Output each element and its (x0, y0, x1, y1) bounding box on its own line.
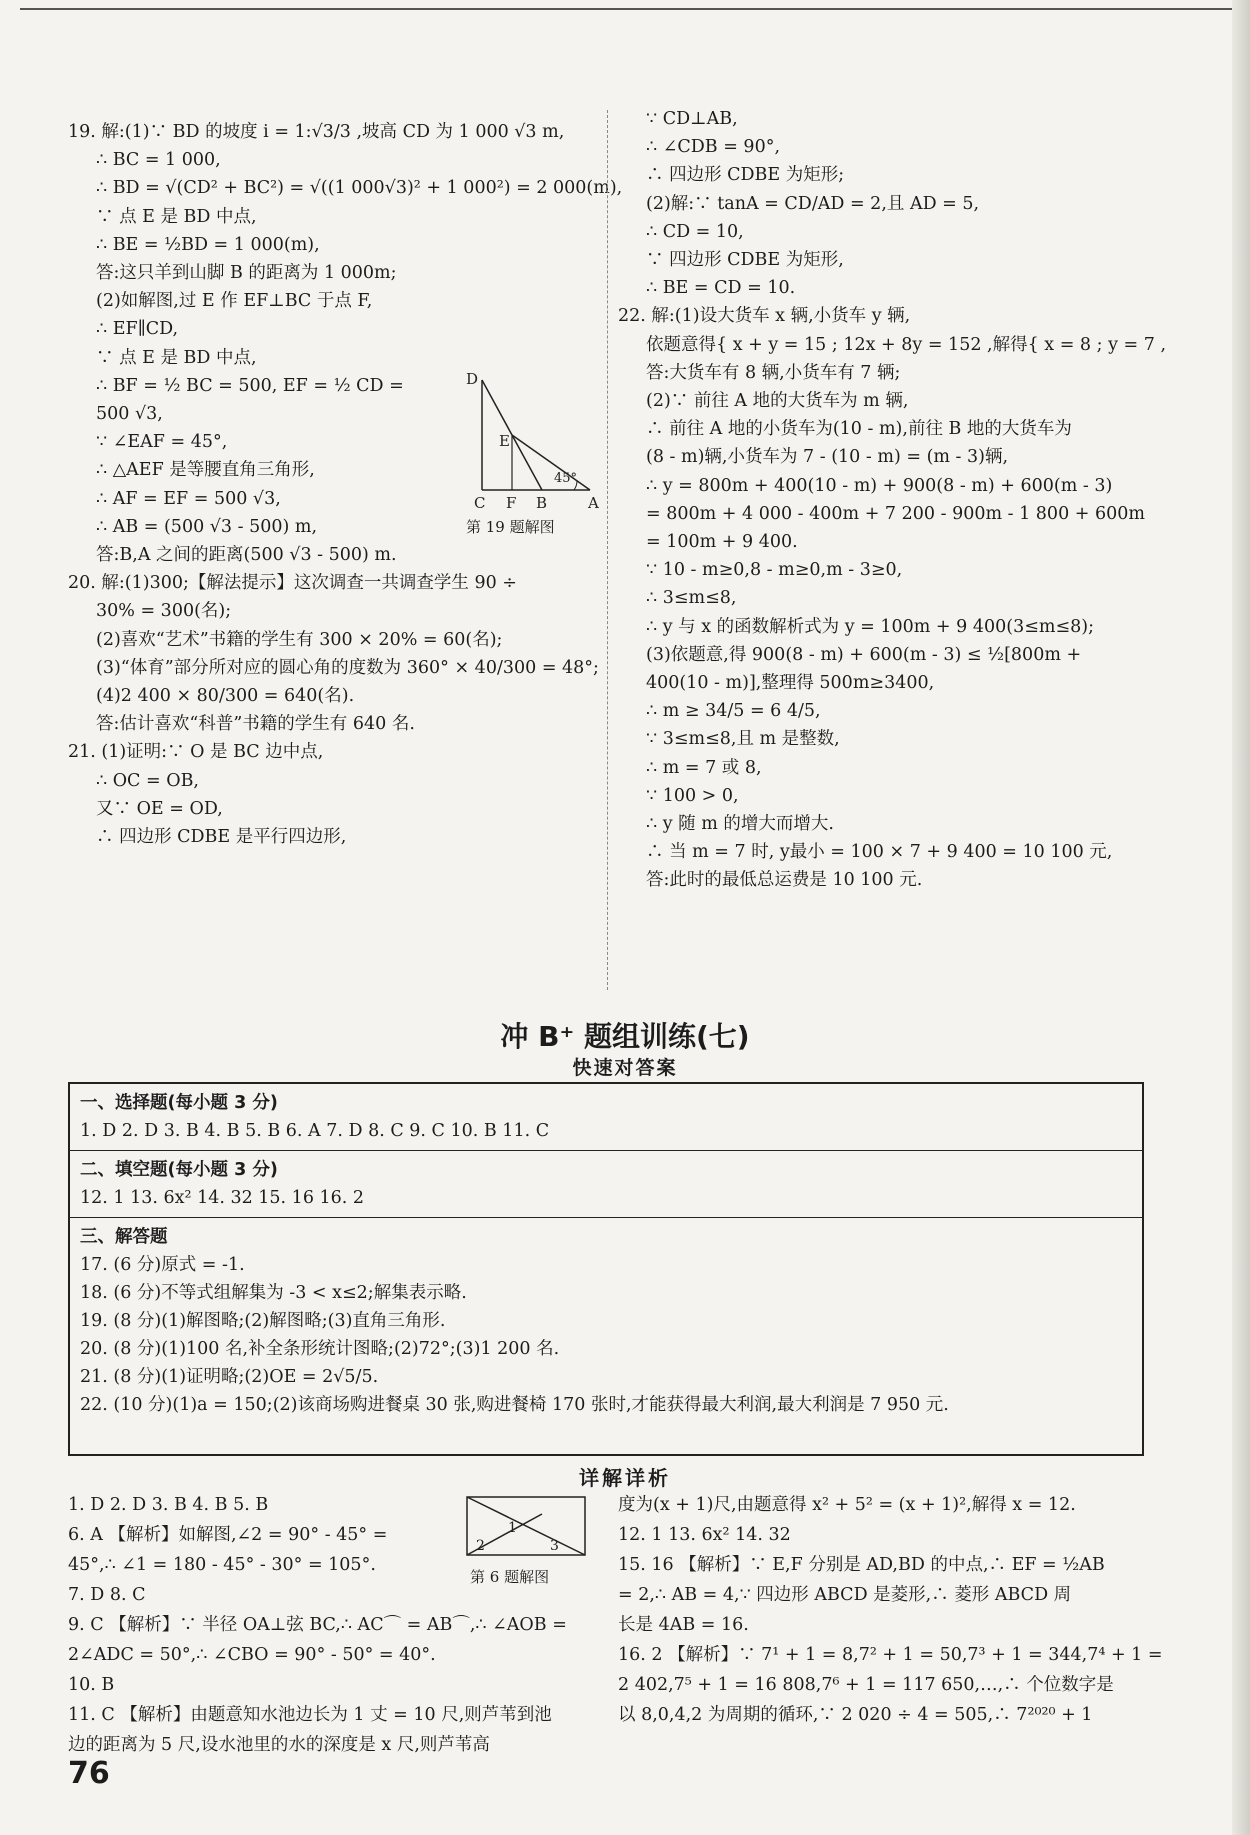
detail-line: 11. C 【解析】由题意知水池边长为 1 丈 = 10 尺,则芦苇到池 (68, 1705, 552, 1725)
fig19-label: 45° (554, 471, 578, 486)
solution-line: ∴ ∠CDB = 90°, (646, 137, 781, 158)
fig19-label: B (536, 494, 548, 512)
solution-line: ∵ 点 E 是 BD 中点, (96, 206, 257, 227)
solution-line: ∵ 点 E 是 BD 中点, (96, 347, 257, 368)
solution-line: 500 √3, (96, 404, 163, 425)
solution-line: ∴ CD = 10, (646, 221, 744, 242)
quick-answer-table (68, 1082, 1144, 1456)
solution-line: ∴ BE = CD = 10. (646, 278, 796, 299)
detail-line: 2∠ADC = 50°,∴ ∠CBO = 90° - 50° = 40°. (68, 1645, 436, 1665)
detailed-solutions-right (618, 1490, 1218, 1730)
solution-line: ∴ 四边形 CDBE 为矩形; (646, 165, 845, 186)
solution-line: 22. 解:(1)设大货车 x 辆,小货车 y 辆, (618, 306, 911, 327)
solution-line: 答:估计喜欢“科普”书籍的学生有 640 名. (96, 714, 415, 735)
solution-line: 依题意得{ x + y = 15 ; 12x + 8y = 152 ,解得{ x = 8 ; y = 7 , (646, 334, 1167, 355)
detail-line: 6. A 【解析】如解图,∠2 = 90° - 45° = (68, 1525, 388, 1545)
solution-line: ∵ 100 > 0, (646, 785, 739, 806)
detail-line: 以 8,0,4,2 为周期的循环,∵ 2 020 ÷ 4 = 505,∴ 7²⁰²⁰ + 1 (618, 1705, 1093, 1725)
answer-line: 17. (6 分)原式 = -1. (80, 1255, 245, 1275)
page-edge-shadow (1232, 0, 1250, 1835)
solution-line: 答:这只羊到山脚 B 的距离为 1 000m; (96, 263, 397, 284)
answer-section (70, 1084, 1142, 1151)
answer-line: 20. (8 分)(1)100 名,补全条形统计图略;(2)72°;(3)1 200 名. (80, 1339, 560, 1359)
solution-column-right (618, 105, 1218, 895)
solution-line: = 100m + 9 400. (646, 532, 798, 553)
fig19-label: C (474, 494, 486, 512)
solution-line: ∴ △AEF 是等腰直角三角形, (96, 460, 315, 481)
solution-line: 20. 解:(1)300;【解法提示】这次调查一共调查学生 90 ÷ (68, 573, 517, 594)
section-subtitle: 快速对答案 (572, 1057, 678, 1079)
detail-line: 16. 2 【解析】∵ 7¹ + 1 = 8,7² + 1 = 50,7³ + 1 = 344,7⁴ + 1 = (618, 1645, 1163, 1665)
page-number: 76 (68, 1756, 110, 1791)
answer-line: 12. 1 13. 6x² 14. 32 15. 16 16. 2 (80, 1188, 365, 1208)
fig19-label: D (466, 372, 479, 388)
solution-line: (2)喜欢“艺术”书籍的学生有 300 × 20% = 60(名); (96, 629, 503, 650)
figure-6-caption: 第 6 题解图 (470, 1568, 550, 1586)
detail-line: 10. B (68, 1675, 115, 1695)
fig19-label: A (588, 494, 599, 512)
solution-line: (4)2 400 × 80/300 = 640(名). (96, 686, 355, 707)
solution-line: ∴ EF∥CD, (96, 319, 179, 340)
solution-line: (8 - m)辆,小货车为 7 - (10 - m) = (m - 3)辆, (646, 447, 1009, 468)
detail-line: 12. 1 13. 6x² 14. 32 (618, 1525, 791, 1545)
fig6-label: 1 (508, 1520, 517, 1536)
solution-line: ∴ BE = ½BD = 1 000(m), (96, 234, 320, 255)
solution-line: 答:此时的最低总运费是 10 100 元. (646, 870, 923, 891)
fig6-label: 3 (550, 1538, 559, 1554)
solution-line: ∵ ∠EAF = 45°, (96, 432, 228, 453)
solution-line: ∴ y 随 m 的增大而增大. (646, 814, 834, 835)
answer-line: 18. (6 分)不等式组解集为 -3 < x≤2;解集表示略. (80, 1283, 467, 1303)
solution-line: ∴ 3≤m≤8, (646, 588, 737, 609)
fig19-label: F (506, 494, 517, 512)
solution-line: (2)∵ 前往 A 地的大货车为 m 辆, (646, 391, 909, 412)
detail-line: 15. 16 【解析】∵ E,F 分别是 AD,BD 的中点,∴ EF = ½AB (618, 1555, 1105, 1575)
detail-line: 45°,∴ ∠1 = 180 - 45° - 30° = 105°. (68, 1555, 376, 1575)
detail-line: 7. D 8. C (68, 1585, 146, 1605)
solution-line: ∴ BF = ½ BC = 500, EF = ½ CD = (96, 375, 404, 396)
solution-line: ∴ 前往 A 地的小货车为(10 - m),前往 B 地的大货车为 (646, 419, 1072, 440)
solution-line: ∴ 四边形 CDBE 是平行四边形, (96, 827, 347, 848)
solution-line: 又∵ OE = OD, (96, 798, 223, 819)
solution-line: (3)“体育”部分所对应的圆心角的度数为 360° × 40/300 = 48°; (96, 657, 599, 678)
solution-line: ∴ OC = OB, (96, 770, 199, 791)
solution-line: (2)解:∵ tanA = CD/AD = 2,且 AD = 5, (646, 193, 980, 214)
detail-line: 度为(x + 1)尺,由题意得 x² + 5² = (x + 1)²,解得 x = 12. (618, 1495, 1076, 1515)
solution-line: ∴ m ≥ 34/5 = 6 4/5, (646, 701, 821, 722)
solution-line: 答:大货车有 8 辆,小货车有 7 辆; (646, 362, 901, 383)
solution-line: ∴ AF = EF = 500 √3, (96, 488, 281, 509)
answer-line: 1. D 2. D 3. B 4. B 5. B 6. A 7. D 8. C 9. C 10. B 11. C (80, 1121, 550, 1141)
solution-line: (2)如解图,过 E 作 EF⊥BC 于点 F, (96, 291, 373, 312)
figure-19-caption: 第 19 题解图 (466, 518, 555, 536)
figure-19-diagram (462, 372, 602, 512)
top-border-line (20, 8, 1245, 10)
solution-line: ∴ y = 800m + 400(10 - m) + 900(8 - m) + 600(m - 3) (646, 475, 1113, 496)
solution-line: 30% = 300(名); (96, 601, 232, 622)
solution-line: 400(10 - m)],整理得 500m≥3400, (646, 673, 935, 694)
solution-line: ∵ 3≤m≤8,且 m 是整数, (646, 729, 840, 750)
solution-line: = 800m + 4 000 - 400m + 7 200 - 900m - 1 800 + 600m (646, 503, 1145, 524)
solution-line: ∴ y 与 x 的函数解析式为 y = 100m + 9 400(3≤m≤8); (646, 616, 1095, 637)
fig6-label: 2 (476, 1538, 485, 1554)
solution-line: ∴ AB = (500 √3 - 500) m, (96, 516, 318, 537)
answer-section (70, 1151, 1142, 1218)
detail-line: 1. D 2. D 3. B 4. B 5. B (68, 1495, 269, 1515)
answer-section-heading: 二、填空题(每小题 3 分) (80, 1160, 278, 1180)
detail-line: 9. C 【解析】∵ 半径 OA⊥弦 BC,∴ AC⌒ = AB⌒,∴ ∠AOB = (68, 1615, 567, 1635)
detail-line: = 2,∴ AB = 4,∵ 四边形 ABCD 是菱形,∴ 菱形 ABCD 周 (618, 1585, 1072, 1605)
fig19-label: E (499, 432, 510, 450)
detail-line: 长是 4AB = 16. (618, 1615, 749, 1635)
solution-line: ∵ CD⊥AB, (646, 109, 738, 129)
solution-line: ∴ BC = 1 000, (96, 150, 221, 171)
answer-line: 22. (10 分)(1)a = 150;(2)该商场购进餐桌 30 张,购进餐椅 170 张时,才能获得最大利润,最大利润是 7 950 元. (80, 1395, 949, 1415)
answer-section (70, 1218, 1142, 1424)
detailed-solutions-title: 详解详析 (579, 1466, 671, 1490)
solution-line: ∴ 当 m = 7 时, y最小 = 100 × 7 + 9 400 = 10 100 元, (646, 842, 1113, 863)
answer-line: 19. (8 分)(1)解图略;(2)解图略;(3)直角三角形. (80, 1311, 446, 1331)
section-title: 冲 B⁺ 题组训练(七) (500, 1020, 750, 1053)
solution-line: ∴ m = 7 或 8, (646, 757, 762, 778)
figure-6-diagram (462, 1492, 592, 1562)
solution-line: 答:B,A 之间的距离(500 √3 - 500) m. (96, 545, 397, 566)
answer-line: 21. (8 分)(1)证明略;(2)OE = 2√5/5. (80, 1367, 379, 1387)
column-divider (607, 110, 609, 990)
solution-line: 19. 解:(1)∵ BD 的坡度 i = 1:√3/3 ,坡高 CD 为 1 000 √3 m, (68, 122, 565, 142)
solution-line: ∵ 10 - m≥0,8 - m≥0,m - 3≥0, (646, 560, 903, 581)
solution-line: ∵ 四边形 CDBE 为矩形, (646, 250, 844, 271)
answer-section-heading: 一、选择题(每小题 3 分) (80, 1093, 278, 1113)
answer-section-heading: 三、解答题 (80, 1227, 168, 1247)
solution-line: (3)依题意,得 900(8 - m) + 600(m - 3) ≤ ½[800m + (646, 644, 1082, 665)
solution-line: 21. (1)证明:∵ O 是 BC 边中点, (68, 742, 324, 763)
solution-line: ∴ BD = √(CD² + BC²) = √((1 000√3)² + 1 000²) = 2 000(m), (96, 178, 623, 199)
detail-line: 2 402,7⁵ + 1 = 16 808,7⁶ + 1 = 117 650,…,∴ 个位数字是 (618, 1675, 1114, 1695)
detail-line: 边的距离为 5 尺,设水池里的水的深度是 x 尺,则芦苇高 (68, 1735, 490, 1755)
